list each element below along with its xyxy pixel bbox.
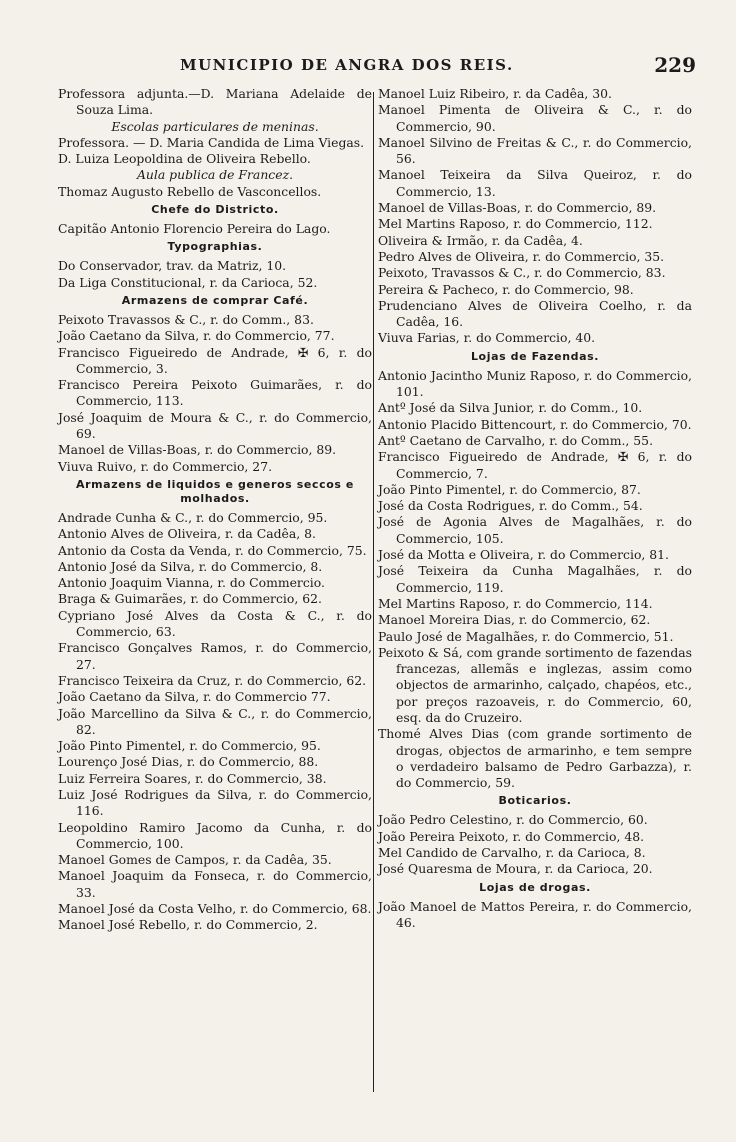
directory-entry: D. Luiza Leopoldina de Oliveira Rebello. bbox=[58, 151, 311, 167]
directory-entry: João Pinto Pimentel, r. do Commercio, 87. bbox=[378, 481, 641, 497]
directory-entry: Thomé Alves Dias (com grande sortimento de drogas, objectos de armarinho, e tem sempre o verdadeiro balsamo de Pedro Garbazza), r. do Commercio, 59. bbox=[378, 726, 692, 791]
section-heading: Armazens de liquidos e generos seccos e molhados. bbox=[75, 477, 354, 505]
directory-entry: Paulo José de Magalhães, r. do Commercio, 51. bbox=[378, 628, 674, 644]
directory-entry: João Pinto Pimentel, r. do Commercio, 95. bbox=[58, 738, 321, 754]
directory-entry: Luiz José Rodrigues da Silva, r. do Commercio, 116. bbox=[58, 786, 372, 819]
directory-entry: José da Costa Rodrigues, r. do Comm., 54. bbox=[378, 498, 643, 514]
directory-entry: Manoel de Villas-Boas, r. do Commercio, 89. bbox=[58, 442, 337, 458]
directory-entry: Lourenço José Dias, r. do Commercio, 88. bbox=[58, 754, 319, 770]
directory-entry: Peixoto & Sá, com grande sortimento de fazendas francezas, allemãs e inglezas, assim como objectos de armarinho, calçado, chapéos, etc., por preços razoaveis, r. do Commercio, 60, esq. da do Cruzeiro. bbox=[378, 644, 692, 725]
directory-entry: Antonio da Costa da Venda, r. do Commercio, 75. bbox=[58, 542, 367, 558]
left-column bbox=[58, 86, 372, 934]
directory-entry: Peixoto, Travassos & C., r. do Commercio, 83. bbox=[378, 265, 666, 281]
directory-entry: Francisco Pereira Peixoto Guimarães, r. do Commercio, 113. bbox=[58, 377, 372, 409]
directory-entry: José Joaquim de Moura & C., r. do Commercio, 69. bbox=[58, 409, 372, 442]
directory-entry: Andrade Cunha & C., r. do Commercio, 95. bbox=[58, 509, 328, 525]
directory-entry: João Pereira Peixoto, r. do Commercio, 48. bbox=[378, 828, 645, 844]
directory-entry: Antonio José da Silva, r. do Commercio, 8. bbox=[58, 558, 323, 574]
directory-entry: José da Motta e Oliveira, r. do Commercio, 81. bbox=[378, 547, 669, 563]
directory-entry: José de Agonia Alves de Magalhães, r. do Commercio, 105. bbox=[378, 514, 692, 546]
section-heading: Chefe do Districto. bbox=[151, 203, 279, 217]
directory-entry: Do Conservador, trav. da Matriz, 10. bbox=[58, 258, 287, 274]
directory-entry: Antonio Joaquim Vianna, r. do Commercio. bbox=[58, 575, 325, 591]
directory-entry: Antonio Placido Bittencourt, r. do Commercio, 70. bbox=[378, 416, 692, 432]
directory-entry: Braga & Guimarães, r. do Commercio, 62. bbox=[58, 591, 322, 607]
directory-columns bbox=[58, 86, 700, 1106]
directory-entry: Manoel Joaquim da Fonseca, r. do Commercio, 33. bbox=[58, 868, 372, 900]
directory-entry: Antº Caetano de Carvalho, r. do Comm., 55. bbox=[378, 432, 654, 448]
directory-entry: José Quaresma de Moura, r. da Carioca, 20. bbox=[378, 861, 653, 877]
directory-entry: Manoel Moreira Dias, r. do Commercio, 62. bbox=[378, 612, 651, 628]
directory-entry: Peixoto Travassos & C., r. do Comm., 83. bbox=[58, 311, 314, 327]
subsection-title: Aula publica de Francez. bbox=[136, 167, 294, 183]
directory-entry: Pedro Alves de Oliveira, r. do Commercio, 35. bbox=[378, 248, 665, 264]
directory-entry: Professora adjunta.—D. Mariana Adelaide de Souza Lima. bbox=[58, 86, 372, 118]
section-heading: Typographias. bbox=[167, 240, 263, 254]
directory-entry: Cypriano José Alves da Costa & C., r. do Commercio, 63. bbox=[58, 607, 372, 640]
section-heading: Armazens de comprar Café. bbox=[121, 293, 309, 307]
directory-entry: Manoel José da Costa Velho, r. do Commercio, 68. bbox=[58, 901, 372, 917]
directory-entry: Viuva Ruivo, r. do Commercio, 27. bbox=[58, 458, 273, 474]
directory-entry: João Pedro Celestino, r. do Commercio, 60. bbox=[378, 812, 648, 828]
directory-entry: Oliveira & Irmão, r. da Cadêa, 4. bbox=[378, 232, 583, 248]
directory-entry: Manoel Silvino de Freitas & C., r. do Commercio, 56. bbox=[378, 134, 692, 167]
directory-entry: João Manoel de Mattos Pereira, r. do Commercio, 46. bbox=[378, 898, 692, 930]
column-divider bbox=[373, 92, 374, 1092]
right-column bbox=[378, 86, 692, 931]
directory-entry: Mel Martins Raposo, r. do Commercio, 114. bbox=[378, 595, 653, 611]
section-heading: Lojas de Fazendas. bbox=[470, 349, 600, 363]
page-title: MUNICIPIO DE ANGRA DOS REIS. bbox=[180, 56, 514, 74]
directory-entry: João Marcellino da Silva & C., r. do Commercio, 82. bbox=[58, 705, 372, 737]
page-number: 229 bbox=[654, 53, 696, 77]
directory-entry: Antonio Alves de Oliveira, r. da Cadêa, 8. bbox=[58, 526, 316, 542]
directory-entry: João Caetano da Silva, r. do Commercio 77. bbox=[58, 689, 331, 705]
directory-entry: Leopoldino Ramiro Jacomo da Cunha, r. do Commercio, 100. bbox=[58, 819, 372, 851]
directory-entry: José Teixeira da Cunha Magalhães, r. do Commercio, 119. bbox=[378, 563, 692, 595]
directory-entry: Prudenciano Alves de Oliveira Coelho, r. da Cadêa, 16. bbox=[378, 297, 692, 330]
subsection-title: Escolas particulares de meninas. bbox=[111, 118, 319, 134]
directory-entry: Francisco Teixeira da Cruz, r. do Commercio, 62. bbox=[58, 672, 367, 688]
directory-entry: Manoel de Villas-Boas, r. do Commercio, 89. bbox=[378, 200, 657, 216]
directory-entry: Francisco Figueiredo de Andrade, ✠ 6, r. do Commercio, 3. bbox=[58, 344, 372, 376]
directory-entry: Manoel Pimenta de Oliveira & C., r. do Commercio, 90. bbox=[378, 102, 692, 134]
directory-entry: Thomaz Augusto Rebello de Vasconcellos. bbox=[58, 183, 322, 199]
directory-entry: Professora. — D. Maria Candida de Lima Viegas. bbox=[58, 134, 365, 150]
directory-entry: Manoel Luiz Ribeiro, r. da Cadêa, 30. bbox=[378, 86, 612, 101]
directory-entry: Manoel José Rebello, r. do Commercio, 2. bbox=[58, 917, 318, 933]
directory-entry: Viuva Farias, r. do Commercio, 40. bbox=[378, 330, 596, 346]
directory-entry: Mel Candido de Carvalho, r. da Carioca, 8. bbox=[378, 845, 646, 861]
directory-entry: Francisco Gonçalves Ramos, r. do Commercio, 27. bbox=[58, 640, 372, 672]
directory-entry: Antonio Jacintho Muniz Raposo, r. do Commercio, 101. bbox=[378, 367, 692, 400]
directory-entry: Manoel Teixeira da Silva Queiroz, r. do Commercio, 13. bbox=[378, 167, 692, 199]
directory-entry: Luiz Ferreira Soares, r. do Commercio, 38. bbox=[58, 770, 327, 786]
directory-entry: João Caetano da Silva, r. do Commercio, 77. bbox=[58, 328, 335, 344]
section-heading: Lojas de drogas. bbox=[479, 880, 591, 894]
directory-entry: Mel Martins Raposo, r. do Commercio, 112. bbox=[378, 216, 653, 232]
directory-entry: Antº José da Silva Junior, r. do Comm., 10. bbox=[378, 400, 643, 416]
directory-entry: Francisco Figueiredo de Andrade, ✠ 6, r. do Commercio, 7. bbox=[378, 449, 692, 481]
directory-entry: Manoel Gomes de Campos, r. da Cadêa, 35. bbox=[58, 852, 332, 868]
page-header bbox=[60, 53, 700, 80]
section-heading: Boticarios. bbox=[498, 794, 572, 808]
directory-entry: Pereira & Pacheco, r. do Commercio, 98. bbox=[378, 281, 634, 297]
directory-entry: Capitão Antonio Florencio Pereira do Lago. bbox=[58, 221, 331, 237]
directory-entry: Da Liga Constitucional, r. da Carioca, 52. bbox=[58, 274, 318, 290]
